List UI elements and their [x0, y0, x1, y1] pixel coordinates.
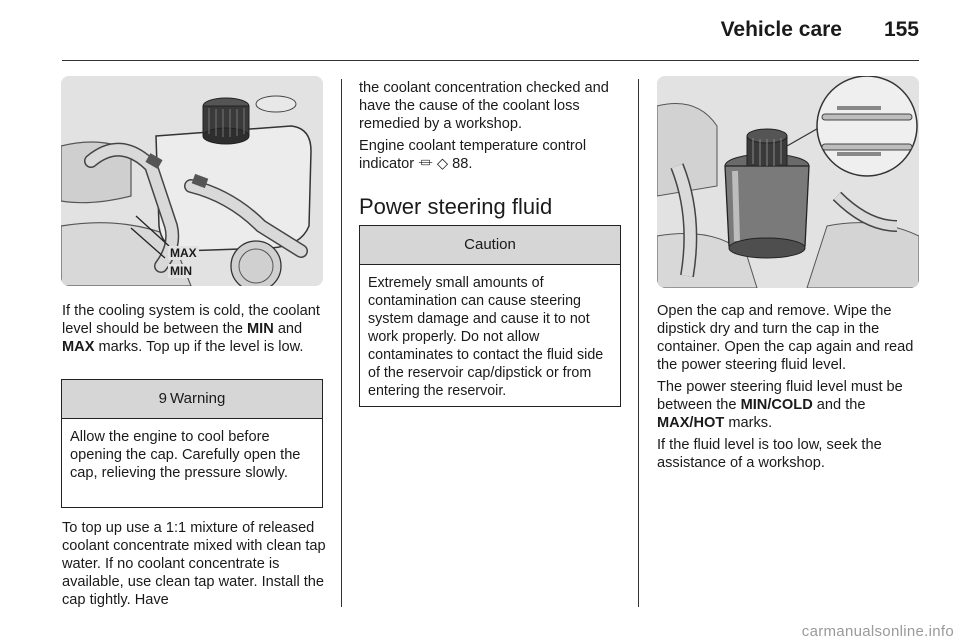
min-label: MIN — [170, 264, 192, 278]
coolant-reservoir-illustration — [61, 76, 323, 286]
caution-title: Caution — [360, 226, 620, 265]
warning-box — [61, 379, 323, 508]
warning-text: Allow the engine to cool before opening the cap. Carefully open the cap, relieving the pressure slowly. — [70, 429, 301, 481]
caution-text: Extremely small amounts of contamination can cause steering system damage and cause it to not work properly. Do not allow contaminates to contact the fluid side of the reservoir cap/dipstick or from entering the reservoir. — [368, 275, 604, 399]
page-number: 155 — [883, 18, 919, 41]
max-label: MAX — [170, 246, 197, 260]
coolant-check-paragraph: the coolant concentration checked and have the cause of the coolant loss remedied by a workshop. — [359, 80, 609, 132]
caution-box — [359, 225, 621, 407]
column-divider-1 — [341, 79, 342, 607]
coolant-level-paragraph: If the cooling system is cold, the coolant level should be between the MIN and MAX marks. Top up if the level is low. — [62, 303, 320, 355]
watermark: carmanualsonline.info — [801, 623, 954, 640]
fluid-level-paragraph: The power steering fluid level must be between the MIN/COLD and the MAX/HOT marks. — [657, 379, 903, 431]
low-fluid-paragraph: If the fluid level is too low, seek the assistance of a workshop. — [657, 437, 882, 471]
power-steering-heading: Power steering fluid — [359, 194, 553, 219]
top-up-paragraph: To top up use a 1:1 mixture of released coolant concentrate mixed with clean tap water. If no coolant concentrate is available, use clean tap water. Install the cap tightly. Have — [62, 520, 326, 608]
coolant-temperature-icon: ⏛ — [418, 156, 433, 172]
header-rule — [62, 60, 919, 61]
warning-icon: 9 — [158, 390, 168, 407]
power-steering-reservoir-illustration — [657, 76, 919, 288]
column-divider-2 — [638, 79, 639, 607]
temperature-indicator-paragraph: Engine coolant temperature control indicator ⏛ ◇ 88. — [359, 138, 587, 172]
page-header — [0, 0, 960, 60]
section-title: Vehicle care — [720, 18, 842, 41]
dipstick-paragraph: Open the cap and remove. Wipe the dipstick dry and turn the cap in the container. Open the cap again and read the power steering fluid level. — [657, 303, 914, 373]
warning-title: 9 Warning — [62, 380, 322, 419]
